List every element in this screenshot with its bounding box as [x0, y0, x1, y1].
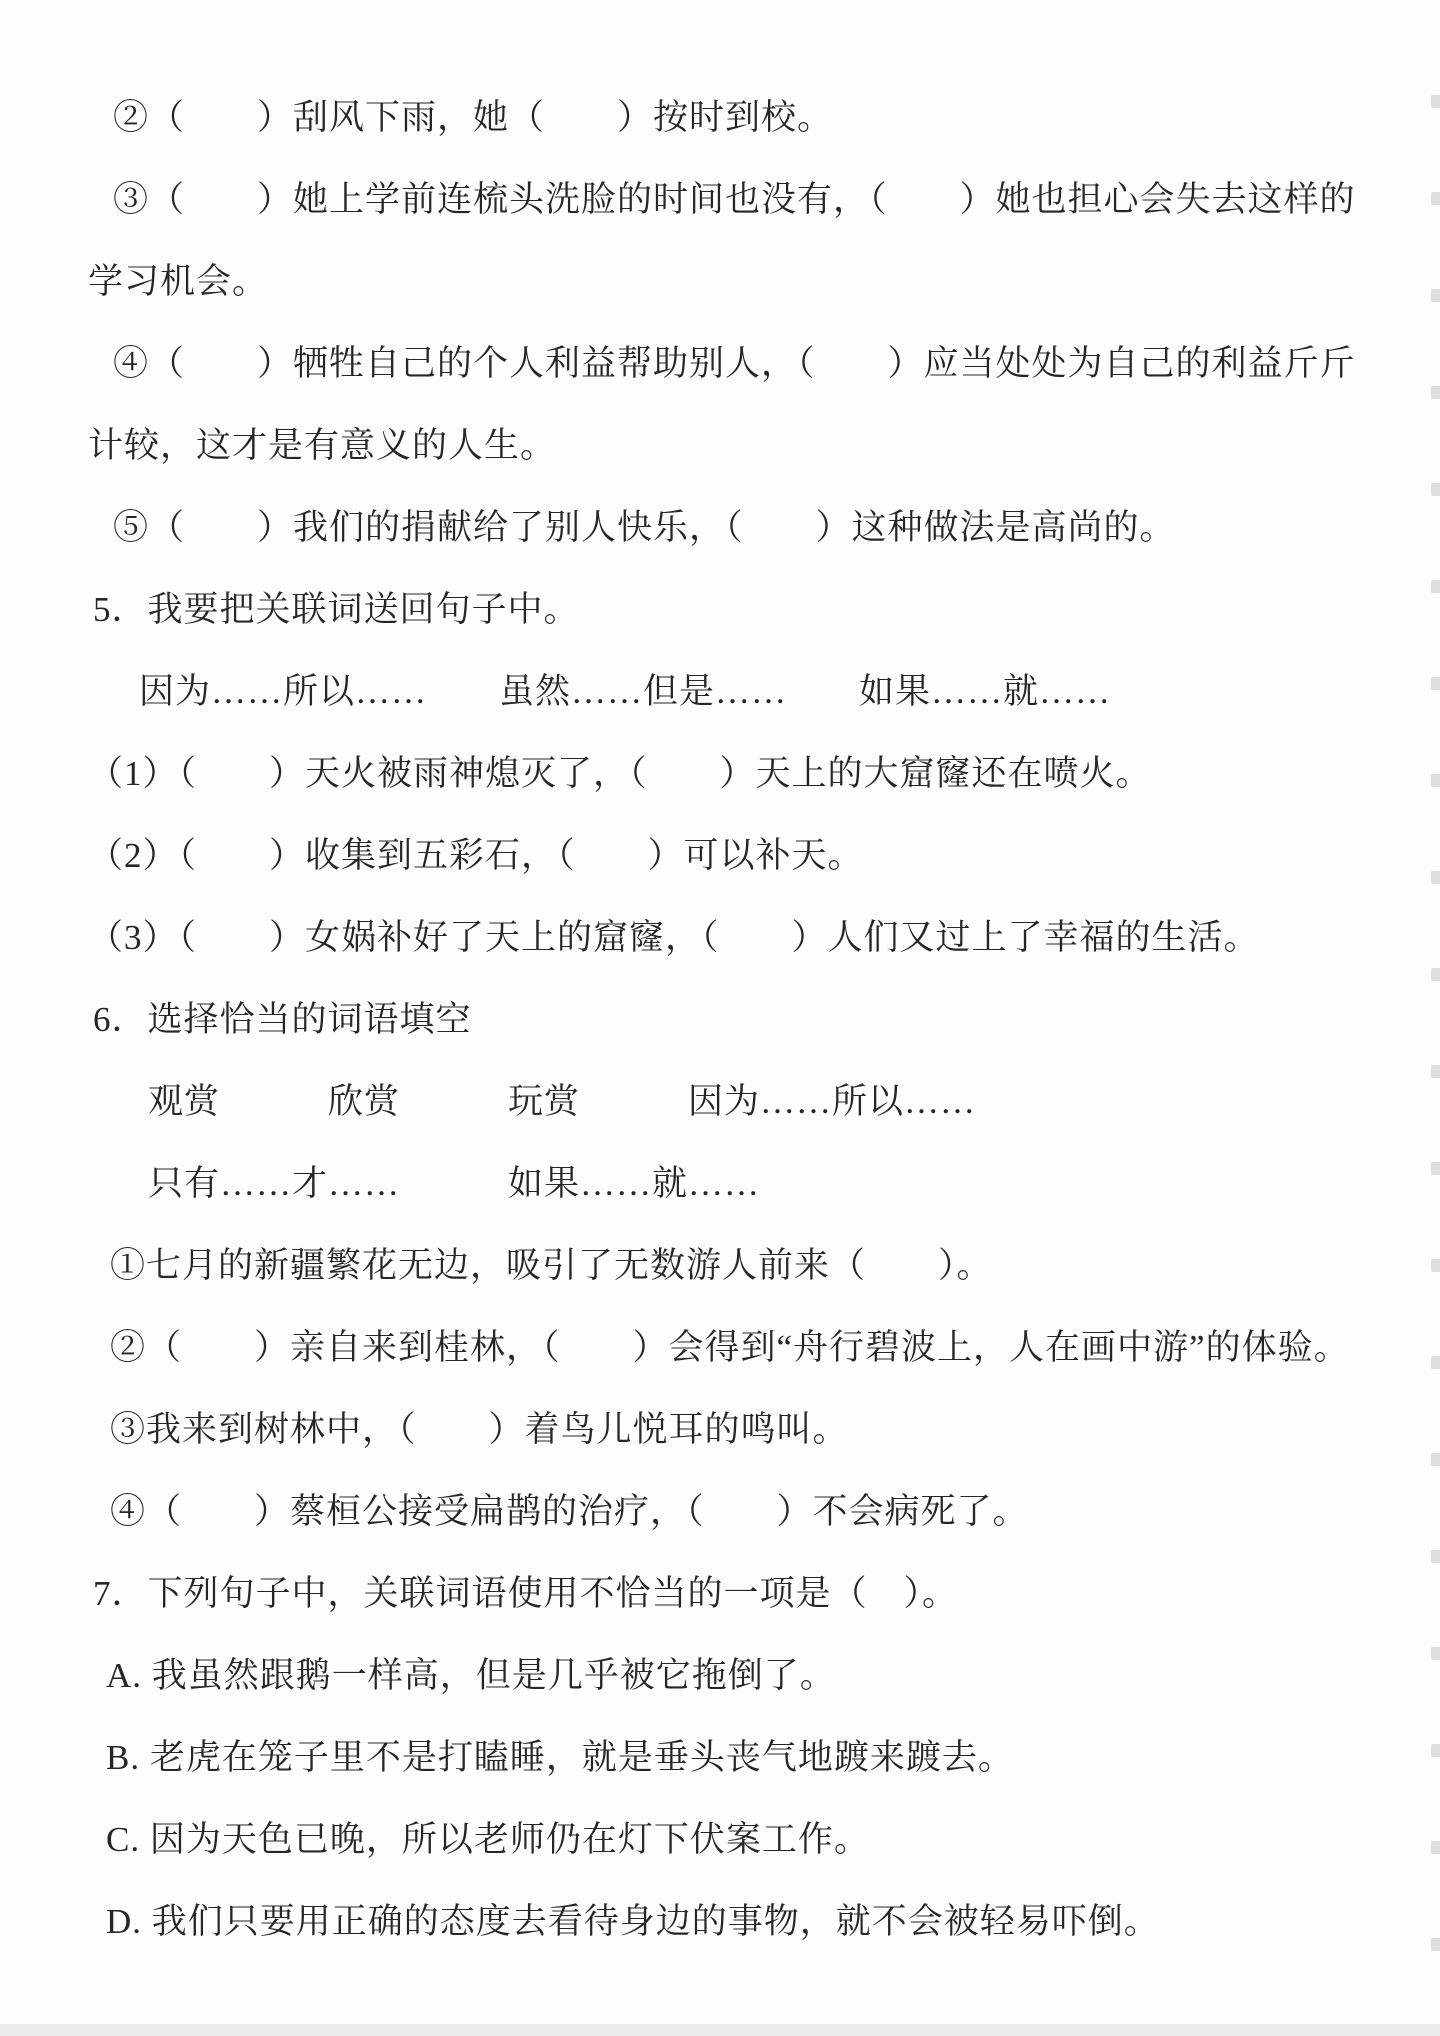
- worksheet-line: C. 因为天色已晚，所以老师仍在灯下伏案工作。: [106, 1820, 870, 1859]
- worksheet-line: （3）（ ）女娲补好了天上的窟窿，（ ）人们又过上了幸福的生活。: [88, 918, 1260, 957]
- worksheet-line: （2）（ ）收集到五彩石，（ ）可以补天。: [88, 836, 864, 875]
- worksheet-line: ④（ ）牺牲自己的个人利益帮助别人，（ ）应当处处为自己的利益斤斤: [113, 344, 1356, 383]
- scan-edge-mark: [1431, 1162, 1440, 1175]
- scan-edge-mark: [1431, 871, 1440, 884]
- worksheet-line: 因为……所以…… 虽然……但是…… 如果……就……: [139, 672, 1112, 711]
- scan-edge-mark: [1431, 386, 1440, 399]
- scan-edge-mark: [1431, 1938, 1440, 1951]
- scan-edge-mark: [1431, 677, 1440, 690]
- worksheet-line: A. 我虽然跟鹅一样高，但是几乎被它拖倒了。: [106, 1656, 836, 1695]
- worksheet-line: D. 我们只要用正确的态度去看待身边的事物，就不会被轻易吓倒。: [106, 1902, 1160, 1941]
- scan-edge-mark: [1431, 483, 1440, 496]
- scan-edge-mark: [1431, 774, 1440, 787]
- worksheet-line: ②（ ）刮风下雨，她（ ）按时到校。: [113, 98, 834, 137]
- scan-edge-mark: [1431, 1453, 1440, 1466]
- worksheet-line: 只有……才…… 如果……就……: [148, 1164, 761, 1203]
- worksheet-lines: [0, 74, 1440, 1960]
- worksheet-line: 7．下列句子中，关联词语使用不恰当的一项是（ ）。: [93, 1574, 959, 1613]
- scan-edge-mark: [1431, 1550, 1440, 1563]
- worksheet-line: 计较，这才是有意义的人生。: [88, 426, 557, 465]
- worksheet-line: ③（ ）她上学前连梳头洗脸的时间也没有，（ ）她也担心会失去这样的: [113, 180, 1356, 219]
- scan-edge-mark: [1431, 1259, 1440, 1272]
- scan-edge-mark: [1431, 1356, 1440, 1369]
- scan-edge-mark: [1431, 968, 1440, 981]
- worksheet-line: 学习机会。: [88, 262, 269, 301]
- worksheet-line: （1）（ ）天火被雨神熄灭了，（ ）天上的大窟窿还在喷火。: [88, 754, 1152, 793]
- worksheet-line: B. 老虎在笼子里不是打瞌睡，就是垂头丧气地踱来踱去。: [106, 1738, 1014, 1777]
- page-bottom-edge: [0, 2024, 1440, 2036]
- worksheet-line: ④（ ）蔡桓公接受扁鹊的治疗，（ ）不会病死了。: [110, 1492, 1029, 1531]
- scan-edge-mark: [1431, 192, 1440, 205]
- scan-edge-mark: [1431, 580, 1440, 593]
- scan-edge-mark: [1431, 95, 1440, 108]
- worksheet-line: 5．我要把关联词送回句子中。: [93, 590, 580, 629]
- scan-edge-mark: [1431, 1065, 1440, 1078]
- worksheet-line: 观赏 欣赏 玩赏 因为……所以……: [148, 1082, 977, 1121]
- worksheet-line: ⑤（ ）我们的捐献给了别人快乐，（ ）这种做法是高尚的。: [113, 508, 1176, 547]
- scan-edge-mark: [1431, 289, 1440, 302]
- worksheet-line: ②（ ）亲自来到桂林，（ ）会得到“舟行碧波上，人在画中游”的体验。: [110, 1328, 1350, 1367]
- scan-edge-mark: [1431, 1647, 1440, 1660]
- worksheet-line: ①七月的新疆繁花无边，吸引了无数游人前来（ ）。: [110, 1246, 993, 1285]
- worksheet-line: 6．选择恰当的词语填空: [93, 1000, 472, 1039]
- scan-edge-mark: [1431, 1841, 1440, 1854]
- worksheet-line: ③我来到树林中，（ ）着鸟儿悦耳的鸣叫。: [110, 1410, 849, 1449]
- scan-edge-mark: [1431, 1744, 1440, 1757]
